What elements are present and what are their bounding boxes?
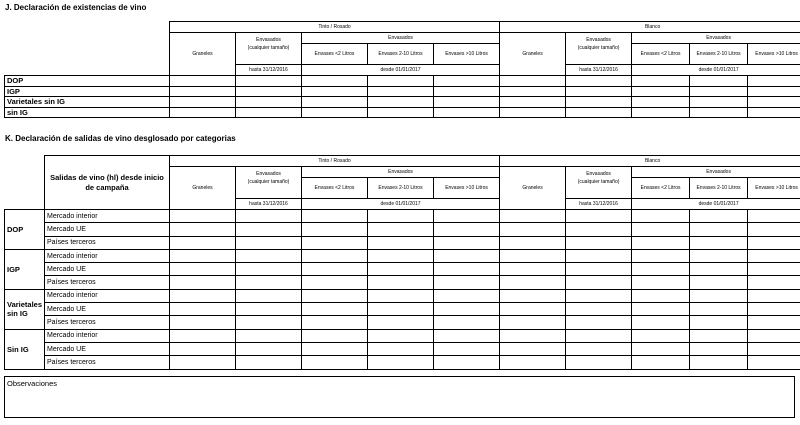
input-cell[interactable] bbox=[302, 329, 368, 342]
input-cell[interactable] bbox=[566, 329, 632, 342]
category-label: Sin IG bbox=[5, 329, 45, 369]
input-cell[interactable] bbox=[566, 236, 632, 249]
input-cell[interactable] bbox=[500, 76, 566, 87]
input-cell[interactable] bbox=[500, 97, 566, 108]
input-cell[interactable] bbox=[236, 329, 302, 342]
input-cell[interactable] bbox=[236, 107, 302, 118]
input-cell[interactable] bbox=[434, 236, 500, 249]
input-cell[interactable] bbox=[434, 223, 500, 236]
input-cell[interactable] bbox=[690, 289, 748, 302]
input-cell[interactable] bbox=[632, 316, 690, 329]
input-cell[interactable] bbox=[500, 303, 566, 316]
input-cell[interactable] bbox=[236, 263, 302, 276]
input-cell[interactable] bbox=[236, 76, 302, 87]
input-cell[interactable] bbox=[236, 316, 302, 329]
input-cell[interactable] bbox=[236, 210, 302, 223]
input-cell[interactable] bbox=[748, 76, 800, 87]
section-k-title: K. Declaración de salidas de vino desglosado por categorias bbox=[5, 134, 236, 143]
input-cell[interactable] bbox=[368, 210, 434, 223]
input-cell[interactable] bbox=[236, 276, 302, 289]
row-label: DOP bbox=[5, 76, 170, 87]
desde-date: desde 01/01/2017 bbox=[302, 199, 500, 210]
envasados-any-header: Envasados bbox=[566, 33, 632, 44]
input-cell[interactable] bbox=[236, 223, 302, 236]
input-cell[interactable] bbox=[500, 329, 566, 342]
input-cell[interactable] bbox=[690, 342, 748, 355]
market-label: Mercado interior bbox=[45, 210, 170, 223]
input-cell[interactable] bbox=[748, 276, 800, 289]
input-cell[interactable] bbox=[500, 263, 566, 276]
input-cell[interactable] bbox=[302, 86, 368, 97]
env-gt10-header: Envases >10 Litros bbox=[434, 44, 500, 65]
market-label: Mercado UE bbox=[45, 342, 170, 355]
input-cell[interactable] bbox=[368, 276, 434, 289]
row-label: sin IG bbox=[5, 107, 170, 118]
input-cell[interactable] bbox=[302, 210, 368, 223]
env-lt2-header: Envases <2 Litros bbox=[302, 178, 368, 199]
input-cell[interactable] bbox=[170, 236, 236, 249]
desde-date: desde 01/01/2017 bbox=[632, 65, 800, 76]
desde-date: desde 01/01/2017 bbox=[632, 199, 800, 210]
input-cell[interactable] bbox=[368, 249, 434, 262]
input-cell[interactable] bbox=[434, 342, 500, 355]
input-cell[interactable] bbox=[236, 303, 302, 316]
input-cell[interactable] bbox=[690, 316, 748, 329]
observaciones-box[interactable] bbox=[4, 376, 795, 418]
cualquier-tamano-label: (cualquier tamaño) bbox=[236, 178, 302, 199]
input-cell[interactable] bbox=[170, 249, 236, 262]
input-cell[interactable] bbox=[170, 356, 236, 369]
input-cell[interactable] bbox=[500, 342, 566, 355]
input-cell[interactable] bbox=[302, 236, 368, 249]
salidas-row bbox=[5, 316, 800, 329]
input-cell[interactable] bbox=[748, 316, 800, 329]
salidas-row bbox=[5, 276, 800, 289]
input-cell[interactable] bbox=[748, 342, 800, 355]
env-lt2-header: Envases <2 Litros bbox=[632, 178, 690, 199]
hasta-date: hasta 31/12/2016 bbox=[236, 65, 302, 76]
input-cell[interactable] bbox=[236, 342, 302, 355]
input-cell[interactable] bbox=[236, 97, 302, 108]
salidas-row bbox=[5, 329, 800, 342]
input-cell[interactable] bbox=[632, 303, 690, 316]
input-cell[interactable] bbox=[566, 263, 632, 276]
input-cell[interactable] bbox=[690, 329, 748, 342]
input-cell[interactable] bbox=[170, 107, 236, 118]
cualquier-tamano-label: (cualquier tamaño) bbox=[566, 44, 632, 65]
input-cell[interactable] bbox=[566, 76, 632, 87]
input-cell[interactable] bbox=[748, 223, 800, 236]
input-cell[interactable] bbox=[748, 210, 800, 223]
input-cell[interactable] bbox=[170, 263, 236, 276]
desde-date: desde 01/01/2017 bbox=[302, 65, 500, 76]
salidas-row bbox=[5, 303, 800, 316]
input-cell[interactable] bbox=[170, 342, 236, 355]
input-cell[interactable] bbox=[690, 223, 748, 236]
input-cell[interactable] bbox=[170, 210, 236, 223]
env-2-10-header: Envases 2-10 Litros bbox=[690, 178, 748, 199]
cualquier-tamano-label: (cualquier tamaño) bbox=[236, 44, 302, 65]
input-cell[interactable] bbox=[236, 249, 302, 262]
input-cell[interactable] bbox=[500, 289, 566, 302]
input-cell[interactable] bbox=[632, 223, 690, 236]
input-cell[interactable] bbox=[434, 249, 500, 262]
input-cell[interactable] bbox=[632, 249, 690, 262]
input-cell[interactable] bbox=[434, 356, 500, 369]
input-cell[interactable] bbox=[632, 289, 690, 302]
input-cell[interactable] bbox=[566, 249, 632, 262]
input-cell[interactable] bbox=[748, 356, 800, 369]
input-cell[interactable] bbox=[302, 97, 368, 108]
tinto-header: Tinto / Rosado bbox=[170, 156, 500, 167]
input-cell[interactable] bbox=[690, 76, 748, 87]
input-cell[interactable] bbox=[566, 342, 632, 355]
market-label: Mercado interior bbox=[45, 289, 170, 302]
input-cell[interactable] bbox=[368, 97, 434, 108]
input-cell[interactable] bbox=[434, 289, 500, 302]
input-cell[interactable] bbox=[566, 276, 632, 289]
input-cell[interactable] bbox=[748, 303, 800, 316]
salidas-row bbox=[5, 249, 800, 262]
row-label: IGP bbox=[5, 86, 170, 97]
input-cell[interactable] bbox=[566, 86, 632, 97]
input-cell[interactable] bbox=[500, 276, 566, 289]
env-lt2-header: Envases <2 Litros bbox=[632, 44, 690, 65]
input-cell[interactable] bbox=[748, 263, 800, 276]
env-gt10-header: Envases >10 Litros bbox=[748, 44, 800, 65]
section-j-title: J. Declaración de existencias de vino bbox=[5, 3, 147, 12]
input-cell[interactable] bbox=[368, 342, 434, 355]
market-label: Países terceros bbox=[45, 356, 170, 369]
input-cell[interactable] bbox=[566, 316, 632, 329]
input-cell[interactable] bbox=[748, 107, 800, 118]
input-cell[interactable] bbox=[302, 107, 368, 118]
input-cell[interactable] bbox=[236, 86, 302, 97]
env-gt10-header: Envases >10 Litros bbox=[748, 178, 800, 199]
blanco-header: Blanco bbox=[500, 22, 800, 33]
input-cell[interactable] bbox=[632, 329, 690, 342]
input-cell[interactable] bbox=[690, 86, 748, 97]
input-cell[interactable] bbox=[302, 303, 368, 316]
graneles-header: Graneles bbox=[170, 167, 236, 210]
envasados-any-header: Envasados bbox=[236, 33, 302, 44]
input-cell[interactable] bbox=[434, 316, 500, 329]
input-cell[interactable] bbox=[690, 107, 748, 118]
input-cell[interactable] bbox=[632, 107, 690, 118]
salidas-row bbox=[5, 210, 800, 223]
input-cell[interactable] bbox=[368, 76, 434, 87]
market-label: Mercado UE bbox=[45, 263, 170, 276]
salidas-header: Salidas de vino (hl) desde inicio de campaña bbox=[45, 156, 170, 210]
blanco-header: Blanco bbox=[500, 156, 800, 167]
input-cell[interactable] bbox=[632, 76, 690, 87]
input-cell[interactable] bbox=[170, 316, 236, 329]
input-cell[interactable] bbox=[302, 316, 368, 329]
input-cell[interactable] bbox=[748, 236, 800, 249]
input-cell[interactable] bbox=[302, 289, 368, 302]
input-cell[interactable] bbox=[632, 263, 690, 276]
input-cell[interactable] bbox=[368, 86, 434, 97]
input-cell[interactable] bbox=[748, 86, 800, 97]
input-cell[interactable] bbox=[748, 289, 800, 302]
input-cell[interactable] bbox=[302, 356, 368, 369]
existencias-row bbox=[5, 76, 800, 87]
input-cell[interactable] bbox=[632, 356, 690, 369]
market-label: Mercado UE bbox=[45, 223, 170, 236]
input-cell[interactable] bbox=[566, 97, 632, 108]
salidas-row bbox=[5, 223, 800, 236]
input-cell[interactable] bbox=[368, 289, 434, 302]
cualquier-tamano-label: (cualquier tamaño) bbox=[566, 178, 632, 199]
input-cell[interactable] bbox=[500, 249, 566, 262]
hasta-date: hasta 31/12/2016 bbox=[236, 199, 302, 210]
input-cell[interactable] bbox=[368, 223, 434, 236]
env-2-10-header: Envases 2-10 Litros bbox=[368, 178, 434, 199]
tinto-header: Tinto / Rosado bbox=[170, 22, 500, 33]
input-cell[interactable] bbox=[302, 223, 368, 236]
market-label: Países terceros bbox=[45, 236, 170, 249]
input-cell[interactable] bbox=[500, 223, 566, 236]
env-2-10-header: Envases 2-10 Litros bbox=[690, 44, 748, 65]
market-label: Mercado interior bbox=[45, 329, 170, 342]
env-2-10-header: Envases 2-10 Litros bbox=[368, 44, 434, 65]
envasados-any-header: Envasados bbox=[236, 167, 302, 178]
input-cell[interactable] bbox=[368, 263, 434, 276]
input-cell[interactable] bbox=[302, 249, 368, 262]
input-cell[interactable] bbox=[566, 303, 632, 316]
salidas-table bbox=[4, 155, 800, 370]
input-cell[interactable] bbox=[632, 97, 690, 108]
input-cell[interactable] bbox=[434, 303, 500, 316]
category-label: Varietales sin IG bbox=[5, 289, 45, 329]
blank-corner bbox=[5, 22, 170, 33]
input-cell[interactable] bbox=[170, 76, 236, 87]
envasados-header: Envasados bbox=[632, 167, 800, 178]
input-cell[interactable] bbox=[632, 86, 690, 97]
input-cell[interactable] bbox=[748, 329, 800, 342]
input-cell[interactable] bbox=[566, 107, 632, 118]
input-cell[interactable] bbox=[302, 76, 368, 87]
input-cell[interactable] bbox=[170, 303, 236, 316]
category-label: DOP bbox=[5, 210, 45, 250]
graneles-header: Graneles bbox=[500, 167, 566, 210]
input-cell[interactable] bbox=[434, 329, 500, 342]
input-cell[interactable] bbox=[566, 210, 632, 223]
existencias-table bbox=[4, 21, 800, 118]
salidas-row bbox=[5, 356, 800, 369]
input-cell[interactable] bbox=[690, 356, 748, 369]
input-cell[interactable] bbox=[690, 236, 748, 249]
input-cell[interactable] bbox=[434, 97, 500, 108]
input-cell[interactable] bbox=[434, 210, 500, 223]
input-cell[interactable] bbox=[170, 329, 236, 342]
market-label: Mercado interior bbox=[45, 249, 170, 262]
market-label: Países terceros bbox=[45, 316, 170, 329]
input-cell[interactable] bbox=[500, 236, 566, 249]
input-cell[interactable] bbox=[748, 249, 800, 262]
input-cell[interactable] bbox=[170, 97, 236, 108]
salidas-row bbox=[5, 342, 800, 355]
input-cell[interactable] bbox=[170, 223, 236, 236]
input-cell[interactable] bbox=[690, 210, 748, 223]
market-label: Países terceros bbox=[45, 276, 170, 289]
input-cell[interactable] bbox=[632, 276, 690, 289]
observaciones-label: Observaciones bbox=[7, 379, 58, 388]
input-cell[interactable] bbox=[368, 107, 434, 118]
category-label: IGP bbox=[5, 249, 45, 289]
input-cell[interactable] bbox=[368, 316, 434, 329]
existencias-row bbox=[5, 86, 800, 97]
input-cell[interactable] bbox=[690, 276, 748, 289]
input-cell[interactable] bbox=[690, 249, 748, 262]
input-cell[interactable] bbox=[632, 236, 690, 249]
input-cell[interactable] bbox=[434, 276, 500, 289]
input-cell[interactable] bbox=[434, 86, 500, 97]
hasta-date: hasta 31/12/2016 bbox=[566, 199, 632, 210]
envasados-any-header: Envasados bbox=[566, 167, 632, 178]
input-cell[interactable] bbox=[368, 329, 434, 342]
hasta-date: hasta 31/12/2016 bbox=[566, 65, 632, 76]
envasados-header: Envasados bbox=[632, 33, 800, 44]
input-cell[interactable] bbox=[170, 289, 236, 302]
existencias-row bbox=[5, 97, 800, 108]
input-cell[interactable] bbox=[236, 356, 302, 369]
input-cell[interactable] bbox=[302, 276, 368, 289]
input-cell[interactable] bbox=[632, 342, 690, 355]
input-cell[interactable] bbox=[690, 97, 748, 108]
envasados-header: Envasados bbox=[302, 33, 500, 44]
input-cell[interactable] bbox=[434, 76, 500, 87]
envasados-header: Envasados bbox=[302, 167, 500, 178]
salidas-row bbox=[5, 289, 800, 302]
input-cell[interactable] bbox=[500, 210, 566, 223]
input-cell[interactable] bbox=[236, 289, 302, 302]
graneles-header: Graneles bbox=[500, 33, 566, 76]
input-cell[interactable] bbox=[434, 263, 500, 276]
input-cell[interactable] bbox=[690, 303, 748, 316]
input-cell[interactable] bbox=[500, 86, 566, 97]
env-gt10-header: Envases >10 Litros bbox=[434, 178, 500, 199]
input-cell[interactable] bbox=[566, 289, 632, 302]
graneles-header: Graneles bbox=[170, 33, 236, 76]
input-cell[interactable] bbox=[500, 107, 566, 118]
input-cell[interactable] bbox=[632, 210, 690, 223]
input-cell[interactable] bbox=[302, 342, 368, 355]
row-label: Varietales sin IG bbox=[5, 97, 170, 108]
market-label: Mercado UE bbox=[45, 303, 170, 316]
input-cell[interactable] bbox=[500, 316, 566, 329]
input-cell[interactable] bbox=[170, 276, 236, 289]
input-cell[interactable] bbox=[170, 86, 236, 97]
env-lt2-header: Envases <2 Litros bbox=[302, 44, 368, 65]
input-cell[interactable] bbox=[368, 356, 434, 369]
salidas-row bbox=[5, 263, 800, 276]
input-cell[interactable] bbox=[434, 107, 500, 118]
input-cell[interactable] bbox=[368, 236, 434, 249]
input-cell[interactable] bbox=[566, 356, 632, 369]
input-cell[interactable] bbox=[368, 303, 434, 316]
input-cell[interactable] bbox=[566, 223, 632, 236]
input-cell[interactable] bbox=[500, 356, 566, 369]
input-cell[interactable] bbox=[748, 97, 800, 108]
input-cell[interactable] bbox=[236, 236, 302, 249]
input-cell[interactable] bbox=[690, 263, 748, 276]
salidas-row bbox=[5, 236, 800, 249]
existencias-row bbox=[5, 107, 800, 118]
input-cell[interactable] bbox=[302, 263, 368, 276]
